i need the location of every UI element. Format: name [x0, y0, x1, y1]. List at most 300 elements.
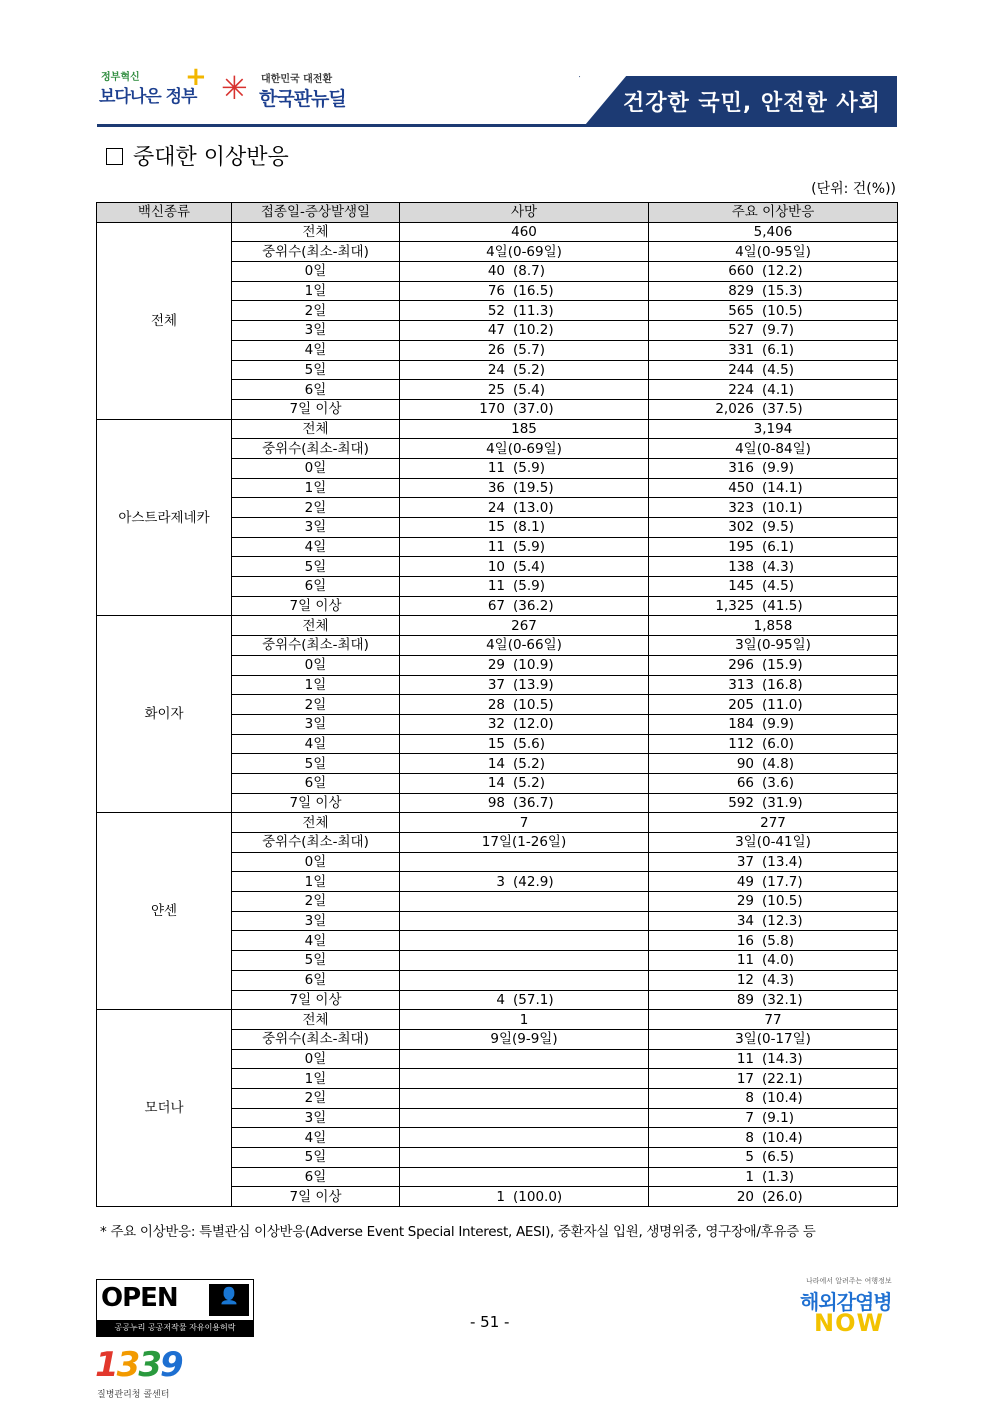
death-cell — [400, 478, 649, 498]
cell-count: 7 — [745, 1109, 754, 1126]
death-cell — [400, 439, 649, 459]
cell-percent: (41.5) — [762, 598, 803, 615]
unit-label: (단위: 건(%)) — [811, 181, 896, 197]
cell-percent: (6.1) — [762, 539, 795, 556]
major-reaction-cell — [649, 1128, 898, 1148]
cell-count: 25 — [487, 381, 505, 398]
cell-percent: (4.3) — [762, 558, 795, 575]
cell-value: 1 — [519, 1011, 529, 1028]
cell-percent: (3.6) — [762, 775, 795, 792]
cell-count: 24 — [487, 499, 505, 516]
days-cell: 7일 이상 — [232, 793, 400, 813]
death-cell — [400, 734, 649, 754]
major-reaction-cell — [649, 734, 898, 754]
open-logo-subtext: 공공누리 공공저작물 자유이용허락 — [97, 1320, 253, 1336]
cell-percent: (5.9) — [513, 578, 546, 595]
death-cell — [400, 281, 649, 301]
cell-count: 205 — [728, 696, 754, 713]
cell-count: 1 — [496, 1188, 505, 1205]
cell-count: 296 — [728, 657, 754, 674]
death-cell — [400, 970, 649, 990]
cell-percent: (5.9) — [513, 460, 546, 477]
cell-percent: (10.1) — [762, 499, 803, 516]
major-reaction-cell — [649, 1167, 898, 1187]
days-cell: 1일 — [232, 281, 400, 301]
cell-percent: (5.4) — [513, 558, 546, 575]
days-cell: 4일 — [232, 734, 400, 754]
attribution-person-icon: 👤 — [209, 1284, 249, 1316]
cell-count: 170 — [479, 401, 505, 418]
cell-percent: (5.9) — [513, 539, 546, 556]
death-cell — [400, 695, 649, 715]
days-cell: 1일 — [232, 1069, 400, 1089]
death-cell — [400, 1148, 649, 1168]
major-reaction-cell — [649, 1148, 898, 1168]
major-reaction-cell — [649, 399, 898, 419]
cell-percent: (15.3) — [762, 283, 803, 300]
death-cell — [400, 754, 649, 774]
days-cell: 전체 — [232, 419, 400, 439]
cell-count: 47 — [487, 322, 505, 339]
major-reaction-cell — [649, 872, 898, 892]
major-reaction-cell — [649, 557, 898, 577]
days-cell: 6일 — [232, 970, 400, 990]
major-reaction-cell — [649, 754, 898, 774]
death-cell — [400, 518, 649, 538]
cell-percent: (16.5) — [513, 283, 554, 300]
plus-icon: + — [185, 62, 207, 92]
major-reaction-cell — [649, 911, 898, 931]
cell-value: 3일(0-41일) — [735, 834, 811, 851]
days-cell: 3일 — [232, 911, 400, 931]
cell-count: 29 — [487, 657, 505, 674]
cell-count: 313 — [728, 676, 754, 693]
days-cell: 4일 — [232, 931, 400, 951]
table-row — [97, 813, 898, 833]
cell-percent: (5.8) — [762, 932, 795, 949]
cell-percent: (36.2) — [513, 598, 554, 615]
death-cell — [400, 596, 649, 616]
death-cell — [400, 1069, 649, 1089]
cell-count: 29 — [736, 893, 754, 910]
cell-percent: (14.3) — [762, 1050, 803, 1067]
cell-percent: (5.6) — [513, 735, 546, 752]
checkbox-square-icon — [106, 148, 123, 165]
vaccine-name-cell: 전체 — [97, 222, 232, 419]
cell-percent: (4.8) — [762, 755, 795, 772]
header-death: 사망 — [400, 203, 649, 223]
banner-wedge — [579, 76, 626, 126]
days-cell: 3일 — [232, 714, 400, 734]
death-cell — [400, 1010, 649, 1030]
section-title-text: 중대한 이상반응 — [133, 145, 289, 170]
death-cell — [400, 1029, 649, 1049]
cell-count: 331 — [728, 342, 754, 359]
days-cell: 중위수(최소-최대) — [232, 833, 400, 853]
major-reaction-cell — [649, 616, 898, 636]
cell-count: 2,026 — [715, 401, 754, 418]
days-cell: 2일 — [232, 301, 400, 321]
cell-count: 11 — [736, 952, 754, 969]
days-cell: 3일 — [232, 518, 400, 538]
cell-value: 4일(0-69일) — [486, 440, 562, 457]
days-cell: 2일 — [232, 695, 400, 715]
cell-value: 77 — [764, 1011, 782, 1028]
cell-count: 565 — [728, 302, 754, 319]
cell-count: 17 — [736, 1070, 754, 1087]
death-cell — [400, 419, 649, 439]
death-cell — [400, 655, 649, 675]
days-cell: 0일 — [232, 262, 400, 282]
cell-percent: (5.2) — [513, 361, 546, 378]
cell-percent: (4.0) — [762, 952, 795, 969]
days-cell: 4일 — [232, 340, 400, 360]
major-reaction-cell — [649, 970, 898, 990]
days-cell: 6일 — [232, 577, 400, 597]
section-title — [106, 140, 289, 171]
death-cell — [400, 911, 649, 931]
death-cell — [400, 1049, 649, 1069]
call-center-1339-logo — [95, 1345, 205, 1403]
days-cell: 중위수(최소-최대) — [232, 1029, 400, 1049]
cell-percent: (10.5) — [762, 302, 803, 319]
death-cell — [400, 458, 649, 478]
cell-percent: (10.4) — [762, 1090, 803, 1107]
cell-count: 5 — [745, 1149, 754, 1166]
call-digit: 3 — [116, 1345, 139, 1385]
cell-count: 323 — [728, 499, 754, 516]
cell-percent: (8.1) — [513, 519, 546, 536]
cell-count: 24 — [487, 361, 505, 378]
call-center-subtext: 질병관리청 콜센터 — [97, 1390, 170, 1400]
table-row — [97, 1010, 898, 1030]
cell-count: 527 — [728, 322, 754, 339]
cell-count: 224 — [728, 381, 754, 398]
days-cell: 전체 — [232, 222, 400, 242]
death-cell — [400, 1167, 649, 1187]
major-reaction-cell — [649, 242, 898, 262]
cell-value: 9일(9-9일) — [490, 1031, 558, 1048]
cell-count: 76 — [487, 283, 505, 300]
cell-count: 26 — [487, 342, 505, 359]
death-cell — [400, 951, 649, 971]
header-days: 접종일-증상발생일 — [232, 203, 400, 223]
major-reaction-cell — [649, 458, 898, 478]
table-body — [97, 222, 898, 1206]
cell-count: 98 — [487, 794, 505, 811]
death-cell — [400, 1128, 649, 1148]
cell-count: 450 — [728, 479, 754, 496]
major-reaction-cell — [649, 340, 898, 360]
slogan-text: 건강한 국민, 안전한 사회 — [623, 91, 881, 116]
asterisk-icon: ✳ — [221, 69, 248, 107]
major-reaction-cell — [649, 262, 898, 282]
days-cell: 5일 — [232, 1148, 400, 1168]
days-cell: 1일 — [232, 675, 400, 695]
cell-percent: (5.2) — [513, 755, 546, 772]
death-cell — [400, 892, 649, 912]
cell-count: 8 — [745, 1090, 754, 1107]
cell-value: 3,194 — [753, 420, 793, 437]
adverse-reaction-table — [96, 202, 898, 1207]
call-digit: 1 — [95, 1345, 117, 1385]
cell-count: 20 — [736, 1188, 754, 1205]
vaccine-name-cell: 화이자 — [97, 616, 232, 813]
days-cell: 0일 — [232, 852, 400, 872]
cell-percent: (32.1) — [762, 991, 803, 1008]
cell-count: 89 — [736, 991, 754, 1008]
logo1-small-text: 정부혁신 — [101, 72, 140, 83]
cell-value: 3일(0-95일) — [735, 637, 811, 654]
table-row — [97, 419, 898, 439]
major-reaction-cell — [649, 321, 898, 341]
days-cell: 5일 — [232, 360, 400, 380]
death-cell — [400, 242, 649, 262]
header-major-reaction: 주요 이상반응 — [649, 203, 898, 223]
days-cell: 7일 이상 — [232, 990, 400, 1010]
days-cell: 5일 — [232, 951, 400, 971]
cell-percent: (12.0) — [513, 716, 554, 733]
death-cell — [400, 577, 649, 597]
cell-count: 90 — [736, 755, 754, 772]
death-cell — [400, 498, 649, 518]
kogl-open-logo — [96, 1279, 254, 1337]
cell-percent: (6.1) — [762, 342, 795, 359]
page-header — [97, 62, 897, 128]
days-cell: 3일 — [232, 321, 400, 341]
death-cell — [400, 340, 649, 360]
major-reaction-cell — [649, 675, 898, 695]
cell-count: 1 — [745, 1169, 754, 1186]
cell-count: 1,325 — [715, 598, 754, 615]
cell-percent: (42.9) — [513, 873, 554, 890]
major-reaction-cell — [649, 892, 898, 912]
major-reaction-cell — [649, 695, 898, 715]
death-cell — [400, 557, 649, 577]
logo1-big-text: 보다나은 정부 — [99, 87, 197, 107]
days-cell: 4일 — [232, 537, 400, 557]
death-cell — [400, 833, 649, 853]
death-cell — [400, 537, 649, 557]
vaccine-name-cell: 모더나 — [97, 1010, 232, 1207]
cell-count: 37 — [487, 676, 505, 693]
cell-count: 138 — [728, 558, 754, 575]
cell-count: 316 — [728, 460, 754, 477]
major-reaction-cell — [649, 714, 898, 734]
major-reaction-cell — [649, 793, 898, 813]
days-cell: 전체 — [232, 813, 400, 833]
logo2-big-text: 한국판뉴딜 — [259, 88, 346, 110]
cell-value: 4일(0-69일) — [486, 243, 562, 260]
major-reaction-cell — [649, 498, 898, 518]
days-cell: 중위수(최소-최대) — [232, 439, 400, 459]
cell-percent: (5.4) — [513, 381, 546, 398]
cell-count: 592 — [728, 794, 754, 811]
cell-count: 8 — [745, 1129, 754, 1146]
death-cell — [400, 793, 649, 813]
cell-percent: (36.7) — [513, 794, 554, 811]
cell-value: 460 — [511, 224, 537, 241]
death-cell — [400, 1108, 649, 1128]
slogan-banner — [579, 76, 897, 126]
cell-percent: (37.5) — [762, 401, 803, 418]
vaccine-name-cell: 아스트라제네카 — [97, 419, 232, 616]
cell-value: 267 — [511, 617, 537, 634]
death-cell — [400, 852, 649, 872]
cell-count: 829 — [728, 283, 754, 300]
death-cell — [400, 1187, 649, 1207]
cell-count: 15 — [487, 519, 505, 536]
cell-count: 40 — [487, 263, 505, 280]
now-logo-top-text: 나라에서 알려주는 여행정보 — [806, 1277, 892, 1285]
cell-percent: (14.1) — [762, 479, 803, 496]
cell-percent: (13.4) — [762, 854, 803, 871]
days-cell: 2일 — [232, 892, 400, 912]
cell-percent: (9.7) — [762, 322, 795, 339]
now-logo-now-text: NOW — [814, 1309, 884, 1337]
cell-count: 49 — [736, 873, 754, 890]
cell-count: 66 — [736, 775, 754, 792]
cell-count: 244 — [728, 361, 754, 378]
cell-percent: (6.5) — [762, 1149, 795, 1166]
cell-value: 17일(1-26일) — [481, 834, 567, 851]
major-reaction-cell — [649, 990, 898, 1010]
death-cell — [400, 321, 649, 341]
cell-percent: (17.7) — [762, 873, 803, 890]
cell-count: 32 — [487, 716, 505, 733]
logo2-small-text: 대한민국 대전환 — [261, 74, 333, 85]
days-cell: 전체 — [232, 616, 400, 636]
cell-value: 185 — [511, 420, 537, 437]
cell-count: 660 — [728, 263, 754, 280]
open-logo-text: OPEN — [101, 1283, 178, 1313]
cell-percent: (12.3) — [762, 913, 803, 930]
days-cell: 5일 — [232, 557, 400, 577]
death-cell — [400, 399, 649, 419]
table-row — [97, 616, 898, 636]
major-reaction-cell — [649, 833, 898, 853]
cell-count: 52 — [487, 302, 505, 319]
major-reaction-cell — [649, 1108, 898, 1128]
cell-percent: (4.5) — [762, 361, 795, 378]
cell-percent: (9.9) — [762, 460, 795, 477]
major-reaction-cell — [649, 1010, 898, 1030]
cell-percent: (10.4) — [762, 1129, 803, 1146]
cell-percent: (9.5) — [762, 519, 795, 536]
cell-percent: (4.3) — [762, 972, 795, 989]
death-cell — [400, 931, 649, 951]
death-cell — [400, 675, 649, 695]
cell-count: 37 — [736, 854, 754, 871]
major-reaction-cell — [649, 1049, 898, 1069]
cell-percent: (31.9) — [762, 794, 803, 811]
days-cell: 2일 — [232, 498, 400, 518]
cell-percent: (13.9) — [513, 676, 554, 693]
cell-percent: (26.0) — [762, 1188, 803, 1205]
days-cell: 7일 이상 — [232, 399, 400, 419]
cell-value: 7 — [519, 814, 529, 831]
call-number — [95, 1345, 182, 1385]
cell-percent: (1.3) — [762, 1169, 795, 1186]
cell-percent: (37.0) — [513, 401, 554, 418]
cell-count: 4 — [496, 991, 505, 1008]
cell-percent: (9.9) — [762, 716, 795, 733]
major-reaction-cell — [649, 281, 898, 301]
major-reaction-cell — [649, 773, 898, 793]
cell-percent: (22.1) — [762, 1070, 803, 1087]
days-cell: 1일 — [232, 478, 400, 498]
death-cell — [400, 714, 649, 734]
major-reaction-cell — [649, 1029, 898, 1049]
cell-percent: (100.0) — [513, 1188, 563, 1205]
major-reaction-cell — [649, 1187, 898, 1207]
death-cell — [400, 813, 649, 833]
cell-value: 5,406 — [753, 224, 793, 241]
cell-percent: (13.0) — [513, 499, 554, 516]
cell-percent: (11.3) — [513, 302, 554, 319]
cell-percent: (4.5) — [762, 578, 795, 595]
days-cell: 중위수(최소-최대) — [232, 636, 400, 656]
death-cell — [400, 301, 649, 321]
page-number: - 51 - — [470, 1313, 510, 1331]
major-reaction-cell — [649, 596, 898, 616]
cell-percent: (5.7) — [513, 342, 546, 359]
cell-percent: (19.5) — [513, 479, 554, 496]
cell-percent: (10.5) — [513, 696, 554, 713]
cell-count: 11 — [487, 460, 505, 477]
cell-percent: (8.7) — [513, 263, 546, 280]
cell-value: 3일(0-17일) — [735, 1031, 811, 1048]
overseas-infection-now-logo — [800, 1276, 900, 1338]
cell-percent: (6.0) — [762, 735, 795, 752]
days-cell: 6일 — [232, 380, 400, 400]
footnote: * 주요 이상반응: 특별관심 이상반응(Adverse Event Special Interest, AESI), 중환자실 입원, 생명위중, 영구장애/후유증 등 — [100, 1224, 816, 1240]
cell-value: 4일(0-84일) — [735, 440, 811, 457]
cell-percent: (16.8) — [762, 676, 803, 693]
cell-value: 1,858 — [753, 617, 793, 634]
cell-count: 28 — [487, 696, 505, 713]
cell-count: 184 — [728, 716, 754, 733]
header-vaccine: 백신종류 — [97, 203, 232, 223]
days-cell: 5일 — [232, 754, 400, 774]
days-cell: 2일 — [232, 1088, 400, 1108]
death-cell — [400, 360, 649, 380]
cell-percent: (57.1) — [513, 991, 554, 1008]
cell-value: 4일(0-95일) — [735, 243, 811, 260]
major-reaction-cell — [649, 518, 898, 538]
death-cell — [400, 262, 649, 282]
death-cell — [400, 616, 649, 636]
major-reaction-cell — [649, 360, 898, 380]
days-cell: 0일 — [232, 458, 400, 478]
major-reaction-cell — [649, 852, 898, 872]
korean-new-deal-logo — [221, 68, 361, 114]
death-cell — [400, 380, 649, 400]
major-reaction-cell — [649, 1069, 898, 1089]
cell-percent: (10.5) — [762, 893, 803, 910]
table-header-row — [97, 203, 898, 223]
cell-value: 4일(0-66일) — [486, 637, 562, 654]
cell-count: 11 — [487, 578, 505, 595]
cell-count: 10 — [487, 558, 505, 575]
major-reaction-cell — [649, 478, 898, 498]
cell-count: 195 — [728, 539, 754, 556]
header-rule — [97, 124, 897, 127]
cell-percent: (10.2) — [513, 322, 554, 339]
cell-count: 145 — [728, 578, 754, 595]
death-cell — [400, 990, 649, 1010]
cell-percent: (9.1) — [762, 1109, 795, 1126]
